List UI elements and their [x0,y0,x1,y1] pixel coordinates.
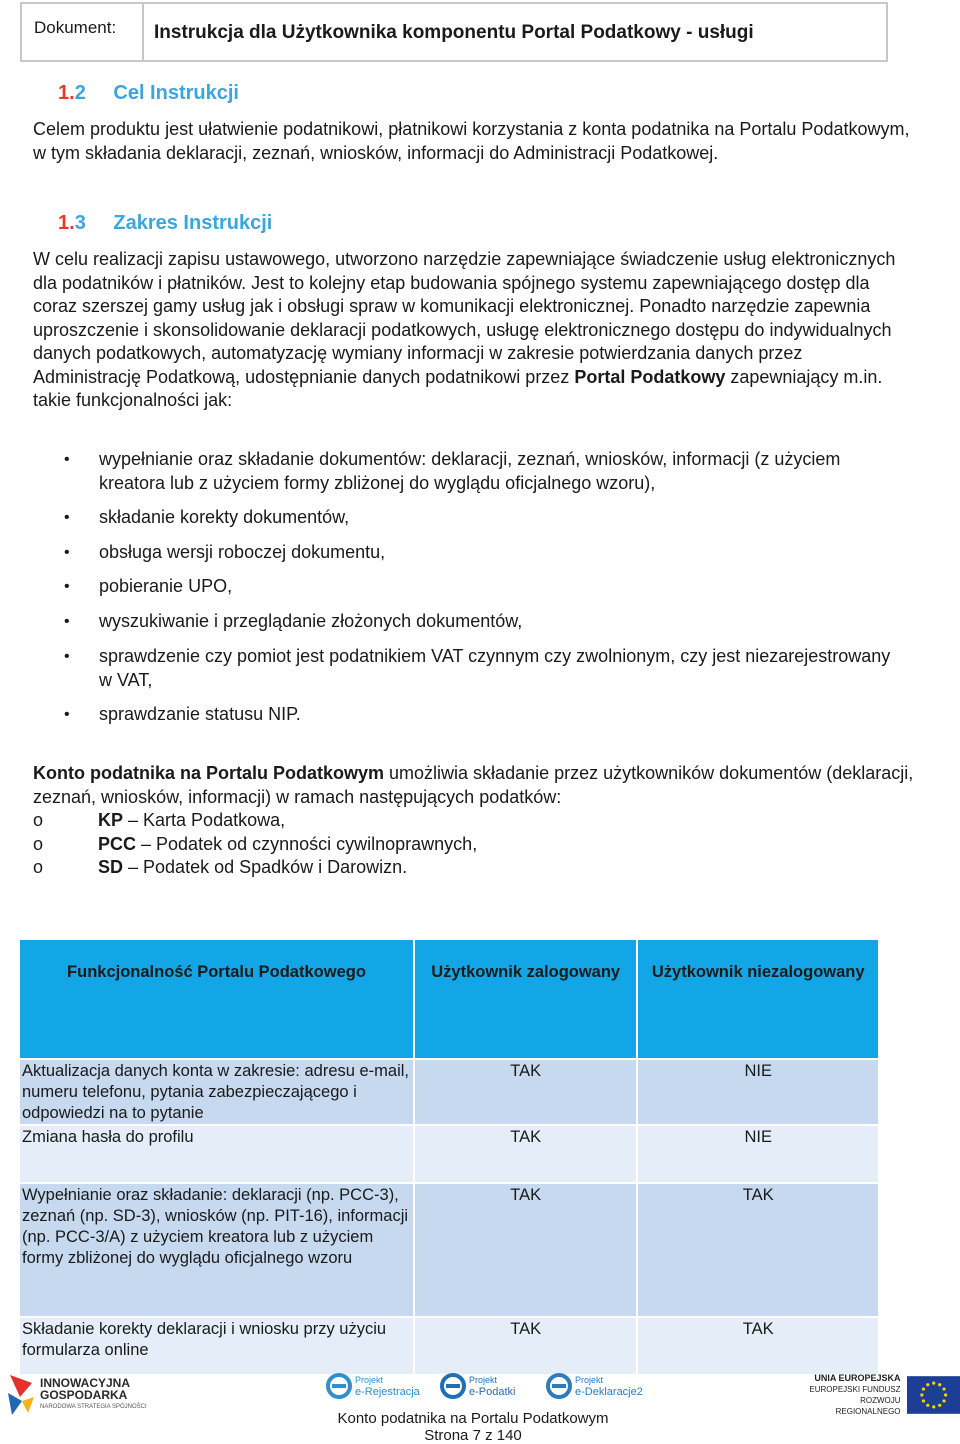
konto-text: umożliwia składanie przez użytkowników dokumentów (deklaracji, zeznań, wniosków, informacji) w ramach następujących podatków: [33,763,914,807]
section-text: W celu realizacji zapisu ustawowego, utworzono narzędzie zapewniające świadczenie usług elektronicznych dla podatników i płatników. Jest to kolejny etap budowania spójnego systemu zapewniającego dostęp dla coraz szerszej gamy usług jak i obsługi spraw w komunikacji elektronicznej. Ponadto narzędzie zapewnia uproszczenie i skonsolidowanie deklaracji podatkowych, usługę elektronicznego dostępu do indywidualnych danych podatkowych, automatyzację wymiany informacji w zakresie potwierdzania danych przez Administrację Podatkową, udostępnianie danych podatnikowi przez [33,249,896,387]
eu-line1: UNIA EUROPEJSKA [814,1373,901,1383]
section-title: Zakres Instrukcji [113,212,273,234]
list-item: • wyszukiwanie i przeglądanie złożonych dokumentów, [99,610,899,634]
list-marker: o [33,810,44,830]
tax-list [33,809,477,880]
ig-line1: INNOWACYJNA [40,1376,131,1390]
page-number: Strona 7 z 140 [424,1427,522,1444]
tax-code: SD [98,857,124,877]
section-number-suffix: 3 [74,212,86,234]
header-not-logged-in: Użytkownik niezalogowany [637,939,879,1059]
tax-desc: – Karta Podatkowa, [123,810,286,830]
cell-not-logged-in: NIE [637,1059,879,1125]
tax-code: PCC [98,833,137,854]
ig-line2: GOSPODARKA [40,1388,128,1402]
section-number-prefix: 1. [58,212,75,234]
cell-not-logged-in: TAK [637,1183,879,1317]
functionality-table [18,938,880,1376]
project-label: Projekt [575,1375,604,1385]
project-name: e-Rejestracja [355,1386,420,1398]
konto-paragraph [33,762,933,809]
list-item: • sprawdzenie czy pomiot jest podatnikiem VAT czynnym czy zwolnionym, czy jest niezarejestrowany w VAT, [99,645,899,692]
section-number-suffix: 2 [74,82,86,104]
cell-functionality: Składanie korekty deklaracji i wniosku przy użyciu formularza online [19,1317,414,1375]
cell-logged-in: TAK [414,1059,638,1125]
e-deklaracje2-logo [546,1373,643,1399]
tax-desc: – Podatek od czynności cywilnoprawnych, [136,833,478,854]
cell-not-logged-in: TAK [637,1317,879,1375]
section-number-prefix: 1. [58,82,75,104]
section-1-3-text [33,248,913,413]
eu-line2: EUROPEJSKI FUNDUSZ [809,1385,901,1394]
table-header-row [19,939,879,1059]
cell-logged-in: TAK [414,1125,638,1183]
cell-logged-in: TAK [414,1317,638,1375]
list-marker: o [33,857,44,877]
project-name: e-Deklaracje2 [575,1386,643,1398]
tax-desc: – Podatek od Spadków i Darowizn. [123,857,408,877]
cell-functionality: Wypełnianie oraz składanie: deklaracji (np. PCC-3), zeznań (np. SD-3), wniosków (np. PIT-16), informacji (np. PCC-3/A) z użyciem kreatora lub z użyciem formy zbliżonej do wyglądu oficjalnego wzoru [19,1183,414,1317]
e-logo-icon [326,1373,352,1399]
table-row [19,1125,879,1183]
list-item: • wypełnianie oraz składanie dokumentów: deklaracji, zeznań, wniosków, informacji (z użyciem kreatora lub z użyciem formy zbliżonej do wyglądu oficjalnego wzoru), [99,448,899,495]
section-1-3-heading [58,212,272,235]
list-item: • składanie korekty dokumentów, [99,506,899,530]
cell-logged-in: TAK [414,1183,638,1317]
portal-name: Portal Podatkowy [574,366,726,387]
document-label: Dokument: [22,4,144,60]
konto-bold: Konto podatnika na Portalu Podatkowym [33,763,385,783]
eu-line3: ROZWOJU REGIONALNEGO [835,1396,901,1416]
section-1-2-text: Celem produktu jest ułatwienie podatnikowi, płatnikowi korzystania z konta podatnika na Portalu Podatkowym, w tym składania deklaracji, zeznań, wniosków, informacji do Administracji Podatkowej. [33,119,910,163]
table-row [19,1183,879,1317]
section-text-end: zapewniający m.in. takie funkcjonalności jak: [33,366,883,410]
header-logged-in: Użytkownik zalogowany [414,939,638,1059]
document-header [20,2,888,62]
list-item [33,833,477,857]
list-item: • obsługa wersji roboczej dokumentu, [99,541,899,565]
section-1-2-heading [58,82,239,105]
cell-not-logged-in: NIE [637,1125,879,1183]
project-label: Projekt [355,1375,384,1385]
e-rejestracja-logo [326,1373,420,1399]
cell-functionality: Zmiana hasła do profilu [19,1125,414,1183]
e-logo-icon [440,1373,466,1399]
document-title: Instrukcja dla Użytkownika komponentu Portal Podatkowy - usługi [154,22,754,43]
eu-flag-icon [907,1376,960,1414]
cell-functionality: Aktualizacja danych konta w zakresie: adresu e-mail, numeru telefonu, pytania zabezpieczającego i odpowiedzi na to pytanie [19,1059,414,1125]
ig-line3: NARODOWA STRATEGIA SPÓJNOŚCI [40,1404,147,1410]
list-item [33,809,477,833]
e-logo-icon [546,1373,572,1399]
list-item [33,856,477,880]
tax-code: KP [98,810,124,830]
table-row [19,1059,879,1125]
footer-title: Konto podatnika na Portalu Podatkowym [337,1410,609,1427]
list-item: • pobieranie UPO, [99,575,899,599]
list-item: • sprawdzanie statusu NIP. [99,703,899,727]
project-label: Projekt [469,1375,498,1385]
section-title: Cel Instrukcji [113,82,239,104]
e-podatki-logo [440,1373,515,1399]
header-functionality: Funkcjonalność Portalu Podatkowego [19,939,414,1059]
project-name: e-Podatki [469,1386,516,1398]
list-marker: o [33,833,44,854]
